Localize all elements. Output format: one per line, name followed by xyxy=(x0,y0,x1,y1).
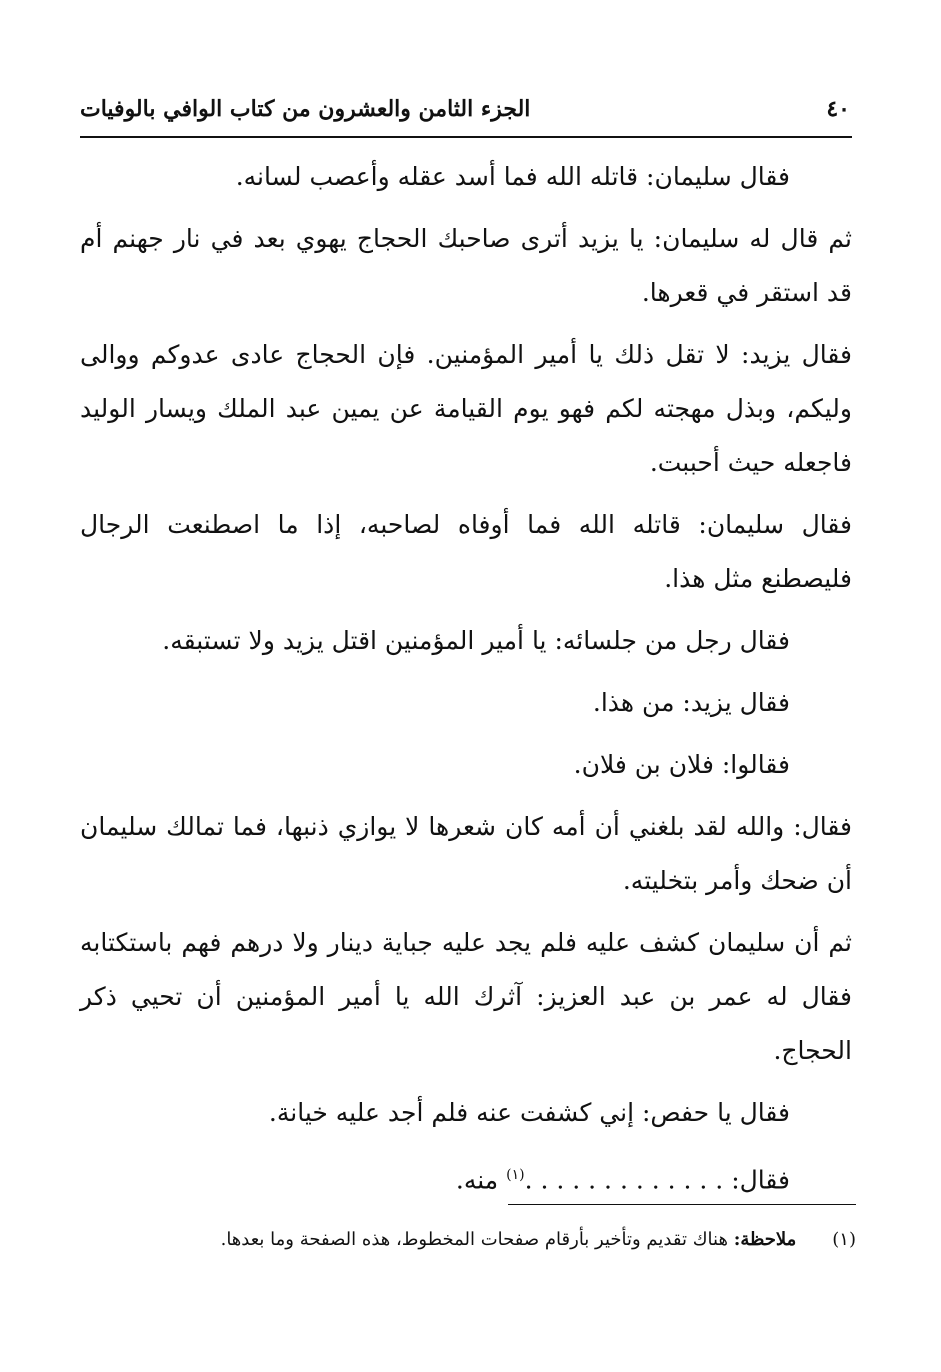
footnote-text: هناك تقديم وتأخير بأرقام صفحات المخطوط، هذه الصفحة وما بعدها. xyxy=(220,1229,734,1250)
paragraph-1: فقال سليمان: قاتله الله فما أسد عقله وأعصب لسانه. xyxy=(235,162,790,191)
footnote-mark: (١) xyxy=(832,1229,856,1250)
paragraph-6: فقال يزيد: من هذا. xyxy=(592,688,790,717)
running-title: الجزء الثامن والعشرون من كتاب الوافي بالوفيات xyxy=(80,96,531,122)
paragraph-8: فقال: والله لقد بلغني أن أمه كان شعرها لا يوازي ذنبها، فما تمالك سليمان أن ضحك وأمر بتخليته. xyxy=(80,812,852,895)
header-rule xyxy=(80,136,852,138)
footnote-label: ملاحظة: xyxy=(733,1229,797,1250)
paragraph-9: ثم أن سليمان كشف عليه فلم يجد عليه جباية دينار ولا درهم فهم باستكتابه فقال له عمر بن عبد العزيز: آثرك الله يا أمير المؤمنين أن تحيي ذكر الحجاج. xyxy=(80,928,852,1065)
paragraph-5: فقال رجل من جلسائه: يا أمير المؤمنين اقتل يزيد ولا تستبقه. xyxy=(162,626,790,655)
paragraph-7: فقالوا: فلان بن فلان. xyxy=(573,750,790,779)
paragraph-4: فقال سليمان: قاتله الله فما أوفاه لصاحبه، إذا ما اصطنعت الرجال فليصطنع مثل هذا. xyxy=(80,510,852,593)
footnote-rule xyxy=(508,1204,856,1205)
page-header xyxy=(80,92,850,132)
page-number: ٤٠ xyxy=(826,96,850,122)
last-line-end: منه. xyxy=(455,1165,507,1195)
footnote xyxy=(160,1224,856,1256)
paragraph-2: ثم قال له سليمان: يا يزيد أترى صاحبك الحجاج يهوي بعد في نار جهنم أم قد استقر في قعرها. xyxy=(80,224,852,307)
paragraph-3: فقال يزيد: لا تقل ذلك يا أمير المؤمنين. فإن الحجاج عادى عدوكم ووالى وليكم، وبذل مهجته لكم فهو يوم القيامة عن يمين عبد الملك ويسار الوليد فاجعله حيث أحببت. xyxy=(80,340,852,477)
last-line-start: فقال: . . . . . . . . . . . . . xyxy=(524,1165,790,1195)
paragraph-10: فقال يا حفص: إني كشفت عنه فلم أجد عليه خيانة. xyxy=(268,1098,790,1127)
paragraph-11 xyxy=(80,1148,852,1207)
body-text xyxy=(80,150,852,1215)
footnote-reference: (١) xyxy=(506,1167,525,1183)
